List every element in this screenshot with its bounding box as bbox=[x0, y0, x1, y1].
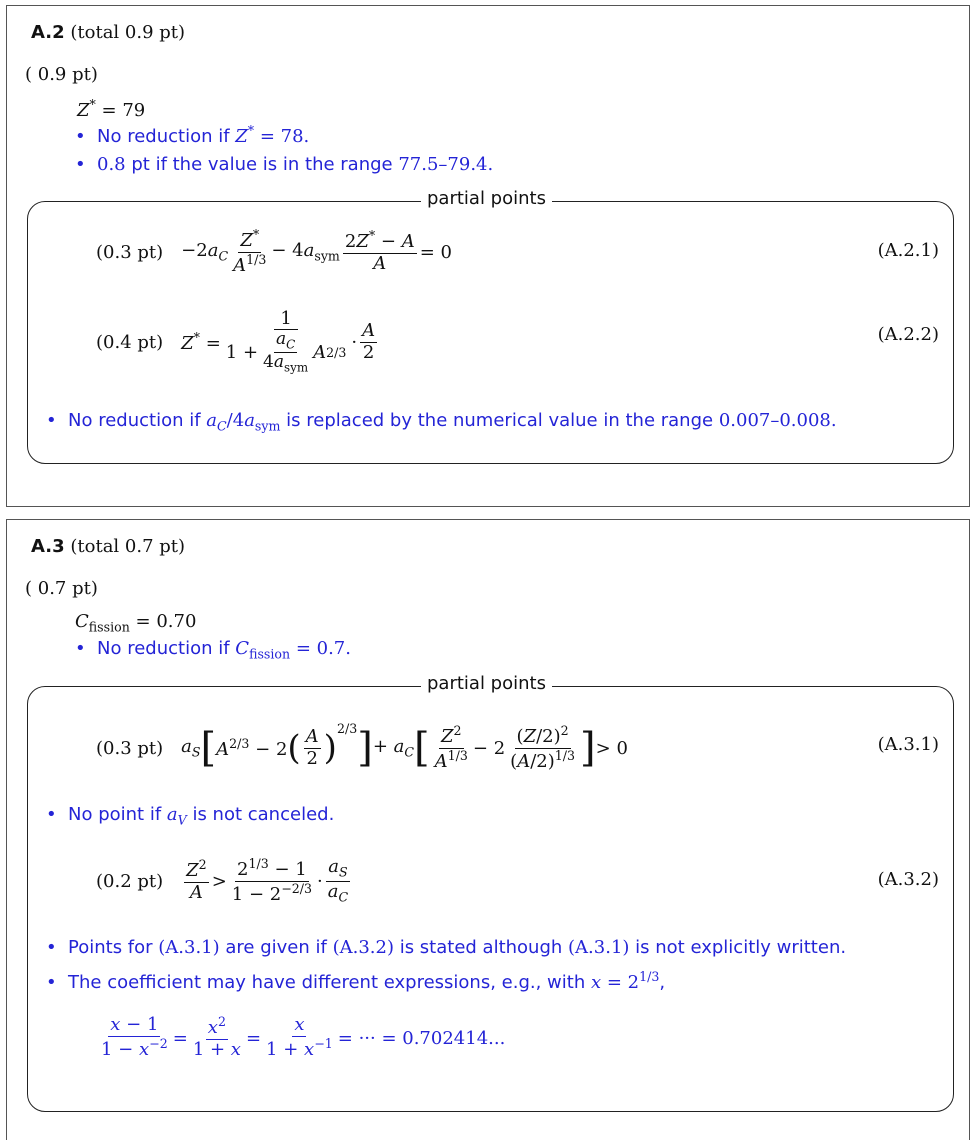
eq-a3-1-points: (0.3 pt) bbox=[96, 737, 164, 759]
coefficient-final-value: = ··· = 0.702414... bbox=[337, 1027, 506, 1049]
a3-partial-note-3: • The coefficient may have different expressions, e.g., with $x = 2^{1/3}$, bbox=[46, 969, 665, 993]
eq-a2-2-points: (0.4 pt) bbox=[96, 331, 164, 353]
section-a3 bbox=[6, 519, 970, 1140]
eq-a2-2-tag: (A.2.2) bbox=[877, 324, 939, 345]
equation-a3-2: (0.2 pt) $\frac{Z^2}{A}$ > $\frac{2^{1/3} - 1}{1 - 2^{-2/3}}$ · $\frac{a_S}{a_C}$ bbox=[96, 855, 349, 905]
section-a2-id: A.2 bbox=[31, 22, 65, 43]
a3-partial-note-1: • No point if $a_V$ is not canceled. bbox=[46, 804, 334, 828]
a3-partial-label: partial points bbox=[421, 673, 552, 694]
eq-a3-1-tag: (A.3.1) bbox=[877, 734, 939, 755]
section-a3-id: A.3 bbox=[31, 536, 65, 557]
a3-partial-box bbox=[27, 673, 954, 1112]
section-a2 bbox=[6, 5, 970, 507]
section-a3-total: (total 0.7 pt) bbox=[70, 536, 186, 557]
a2-answer: Z* = 79 bbox=[77, 97, 146, 121]
a2-bullet-1: • No reduction if Z* = 78. bbox=[75, 123, 309, 147]
a3-bullet-1: • No reduction if $C_{fission} = 0.7$. bbox=[75, 638, 351, 662]
eq-a2-1-points: (0.3 pt) bbox=[96, 241, 164, 263]
a2-partial-note: • No reduction if $a_C/4a_{sym}$ is replaced by the numerical value in the range 0.007–0.008. bbox=[46, 410, 837, 434]
a3-partial-note-2: • Points for (A.3.1) are given if (A.3.2) is stated although (A.3.1) is not explicitly written. bbox=[46, 937, 846, 958]
equation-a2-1: (0.3 pt) $-2a_C$ $\frac{Z^*}{A^{1/3}}$ − $4a_{sym}$ $\frac{2Z^* - A}{A}$ = 0 bbox=[96, 226, 452, 276]
eq-a2-1-tag: (A.2.1) bbox=[877, 240, 939, 261]
a3-part-points: ( 0.7 pt) bbox=[25, 578, 98, 599]
a2-part-points: ( 0.9 pt) bbox=[25, 64, 98, 85]
equation-a2-2: (0.4 pt) Z* = 1 1 + $\frac{a_C}{4a_{sym}}$ A 2/3 · $\frac{A}{2}$ bbox=[96, 307, 376, 375]
section-a3-heading bbox=[31, 536, 185, 557]
a2-partial-label: partial points bbox=[421, 188, 552, 209]
coefficient-expression: $\frac{x - 1}{1 - x^{-2}}$ = $\frac{x^2}{1 + x}$ = $\frac{x}{1 + x^{-1}}$ = ··· = 0.702414... bbox=[101, 1014, 506, 1060]
eq-a3-2-tag: (A.3.2) bbox=[877, 869, 939, 890]
a3-answer: $C_{fission} = 0.70$ bbox=[75, 611, 197, 635]
a2-partial-box bbox=[27, 188, 954, 464]
eq-a3-2-points: (0.2 pt) bbox=[96, 870, 164, 892]
section-a2-heading bbox=[31, 22, 185, 43]
section-a2-total: (total 0.9 pt) bbox=[70, 22, 186, 43]
equation-a3-1: (0.3 pt) $a_S$ [ $A^{2/3} - 2$ ( $\frac{A}{2}$ ) $^{2/3}$ ] + $a_C$ [ $\frac{Z^2}{A^{1/3}}$ − 2 $\frac{(Z/2)^2}{(A/2)^{1/3}}$ ] > 0 bbox=[96, 721, 628, 772]
a2-bullet-2: • 0.8 pt if the value is in the range 77.5–79.4. bbox=[75, 154, 493, 175]
